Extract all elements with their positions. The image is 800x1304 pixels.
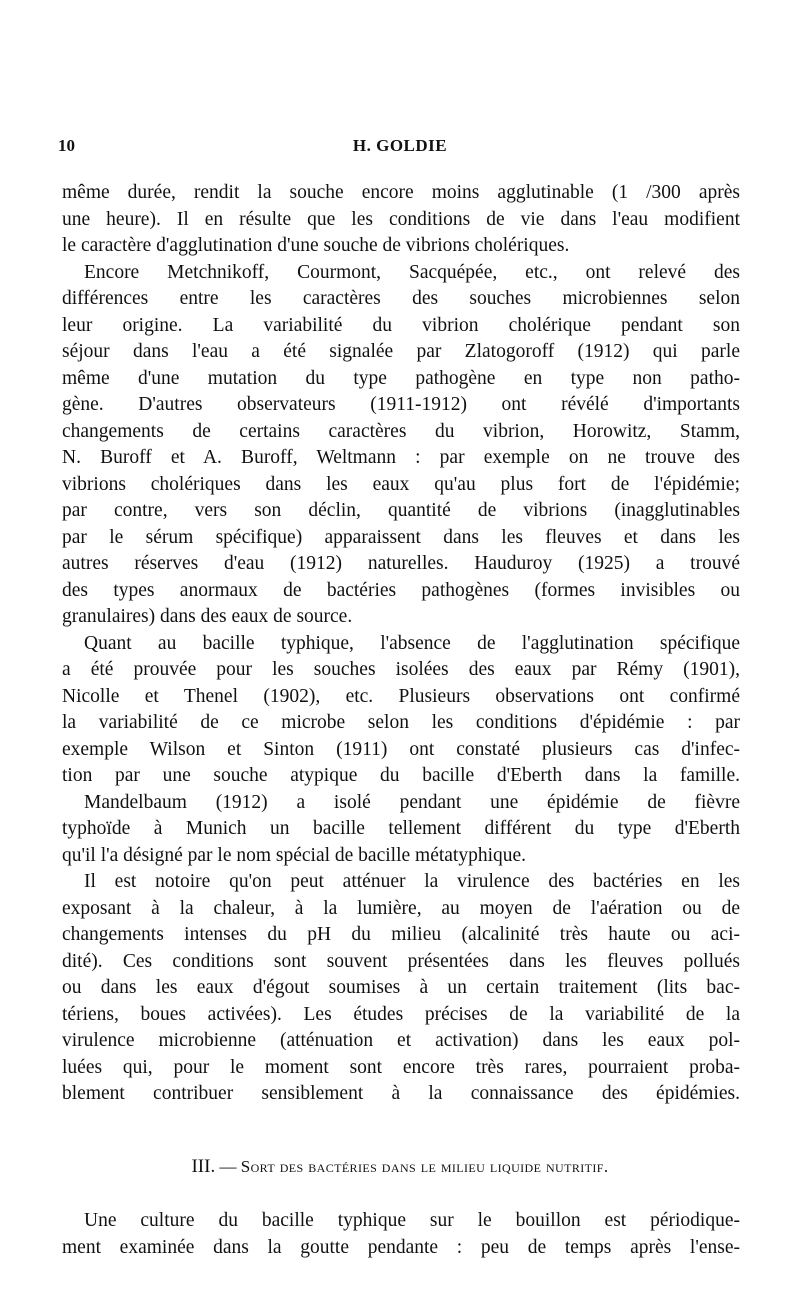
text-line: luées qui, pour le moment sont encore très rares, pourraient proba- [62, 1056, 740, 1078]
text-line: Il est notoire qu'on peut atténuer la virulence des bactéries en les [84, 871, 740, 892]
text-line: qu'il l'a désigné par le nom spécial de bacille métatyphique. [62, 844, 527, 866]
text-line: typhoïde à Munich un bacille tellement différent du type d'Eberth [62, 818, 740, 839]
text-line: par le sérum spécifique) apparaissent dans les fleuves et dans les [62, 526, 740, 548]
text-line: ment examinée dans la goutte pendante : peu de temps après l'ense- [62, 1236, 740, 1258]
text-line: tion par une souche atypique du bacille d'Eberth dans la famille. [62, 765, 740, 786]
text-line: Encore Metchnikoff, Courmont, Sacquépée, etc., ont relevé des [84, 261, 740, 283]
text-line: par contre, vers son déclin, quantité de vibrions (inagglutinables [62, 500, 740, 521]
text-line: différences entre les caractères des souches microbiennes selon [62, 288, 740, 309]
text-line: Une culture du bacille typhique sur le bouillon est périodique- [84, 1210, 740, 1231]
text-line: changements de certains caractères du vibrion, Horowitz, Stamm, [62, 420, 740, 442]
page-header [58, 136, 742, 166]
text-line: même d'une mutation du type pathogène en type non patho- [62, 367, 740, 389]
text-line: blement contribuer sensiblement à la connaissance des épidémies. [62, 1083, 740, 1104]
page-number: 10 [58, 136, 75, 155]
section-heading [0, 1156, 800, 1178]
section-title: Sort des bactéries dans le milieu liquide nutritif. [240, 1157, 609, 1176]
text-line: dité). Ces conditions sont souvent présentées dans les fleuves pollués [62, 950, 740, 972]
text-line: le caractère d'agglutination d'une souche de vibrions cholériques. [62, 235, 570, 256]
text-line: virulence microbienne (atténuation et activation) dans les eaux pol- [62, 1030, 740, 1051]
text-line: des types anormaux de bactéries pathogènes (formes invisibles ou [62, 579, 740, 601]
section-dash: — [219, 1157, 237, 1176]
section-number: III. [191, 1156, 216, 1177]
text-line: leur origine. La variabilité du vibrion cholérique pendant son [62, 314, 740, 336]
body-text-after-heading [62, 1208, 740, 1261]
text-line: Nicolle et Thenel (1902), etc. Plusieurs observations ont confirmé [62, 685, 740, 707]
text-line: la variabilité de ce microbe selon les conditions d'épidémie : par [62, 712, 740, 733]
text-line: tériens, boues activées). Les études précises de la variabilité de la [62, 1003, 740, 1025]
text-line: changements intenses du pH du milieu (alcalinité très haute ou aci- [62, 924, 740, 945]
running-head: H. GOLDIE [352, 136, 448, 155]
text-line: Quant au bacille typhique, l'absence de l'agglutination spécifique [84, 632, 740, 654]
text-line: même durée, rendit la souche encore moins agglutinable (1 /300 après [62, 182, 740, 203]
text-line: N. Buroff et A. Buroff, Weltmann : par exemple on ne trouve des [62, 447, 740, 468]
text-line: gène. D'autres observateurs (1911-1912) ont révélé d'importants [62, 394, 740, 415]
text-line: une heure). Il en résulte que les conditions de vie dans l'eau modifient [62, 208, 740, 230]
text-line: exemple Wilson et Sinton (1911) ont constaté plusieurs cas d'infec- [62, 738, 740, 760]
body-text [62, 180, 740, 1108]
text-line: granulaires) dans des eaux de source. [62, 606, 353, 627]
text-line: vibrions cholériques dans les eaux qu'au plus fort de l'épidémie; [62, 473, 740, 495]
text-line: séjour dans l'eau a été signalée par Zlatogoroff (1912) qui parle [62, 341, 740, 362]
text-line: Mandelbaum (1912) a isolé pendant une épidémie de fièvre [84, 791, 740, 813]
text-line: autres réserves d'eau (1912) naturelles. Hauduroy (1925) a trouvé [62, 553, 740, 574]
text-line: ou dans les eaux d'égout soumises à un certain traitement (lits bac- [62, 977, 740, 998]
text-line: a été prouvée pour les souches isolées des eaux par Rémy (1901), [62, 659, 740, 680]
text-line: exposant à la chaleur, à la lumière, au moyen de l'aération ou de [62, 897, 740, 919]
